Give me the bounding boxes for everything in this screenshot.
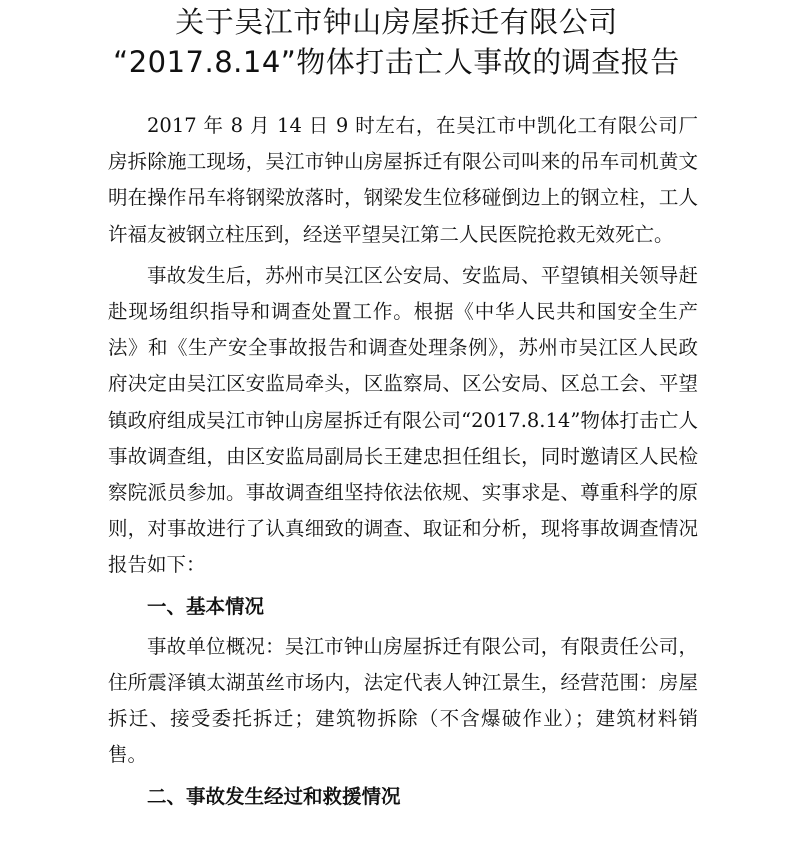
- paragraph-investigation-setup: 事故发生后，苏州市吴江区公安局、安监局、平望镇相关领导赶赴现场组织指导和调查处置工作。根据《中华人民共和国安全生产法》和《生产安全事故报告和调查处理条例》，苏州市吴江区人民政府决定由吴江区安监局牵头，区监察局、区公安局、区总工会、平望镇政府组成吴江市钟山房屋拆迁有限公司“2017.8.14”物体打击亡人事故调查组，由区安监局副局长王建忠担任组长，同时邀请区人民检察院派员参加。事故调查组坚持依法依规、实事求是、尊重科学的原则，对事故进行了认真细致的调查、取证和分析，现将事故调查情况报告如下：: [108, 263, 698, 577]
- section-heading-basic-info: 一、基本情况: [147, 594, 265, 618]
- report-title-line-1: 关于吴江市钟山房屋拆迁有限公司: [175, 5, 618, 39]
- section-heading-incident-process: 二、事故发生经过和救援情况: [147, 784, 401, 808]
- report-body: [108, 108, 698, 819]
- report-title-line-2: “2017.8.14”物体打击亡人事故的调查报告: [113, 45, 680, 79]
- paragraph-company-overview: 事故单位概况：吴江市钟山房屋拆迁有限公司，有限责任公司，住所震泽镇太湖茧丝市场内，法定代表人钟江景生，经营范围：房屋拆迁、接受委托拆迁；建筑物拆除（不含爆破作业）；建筑材料销售。: [108, 634, 698, 767]
- paragraph-incident-summary: 2017 年 8 月 14 日 9 时左右，在吴江市中凯化工有限公司厂房拆除施工现场，吴江市钟山房屋拆迁有限公司叫来的吊车司机黄文明在操作吊车将钢梁放落时，钢梁发生位移碰倒边上的钢立柱，工人许福友被钢立柱压到，经送平望吴江第二人民医院抢救无效死亡。: [108, 114, 698, 246]
